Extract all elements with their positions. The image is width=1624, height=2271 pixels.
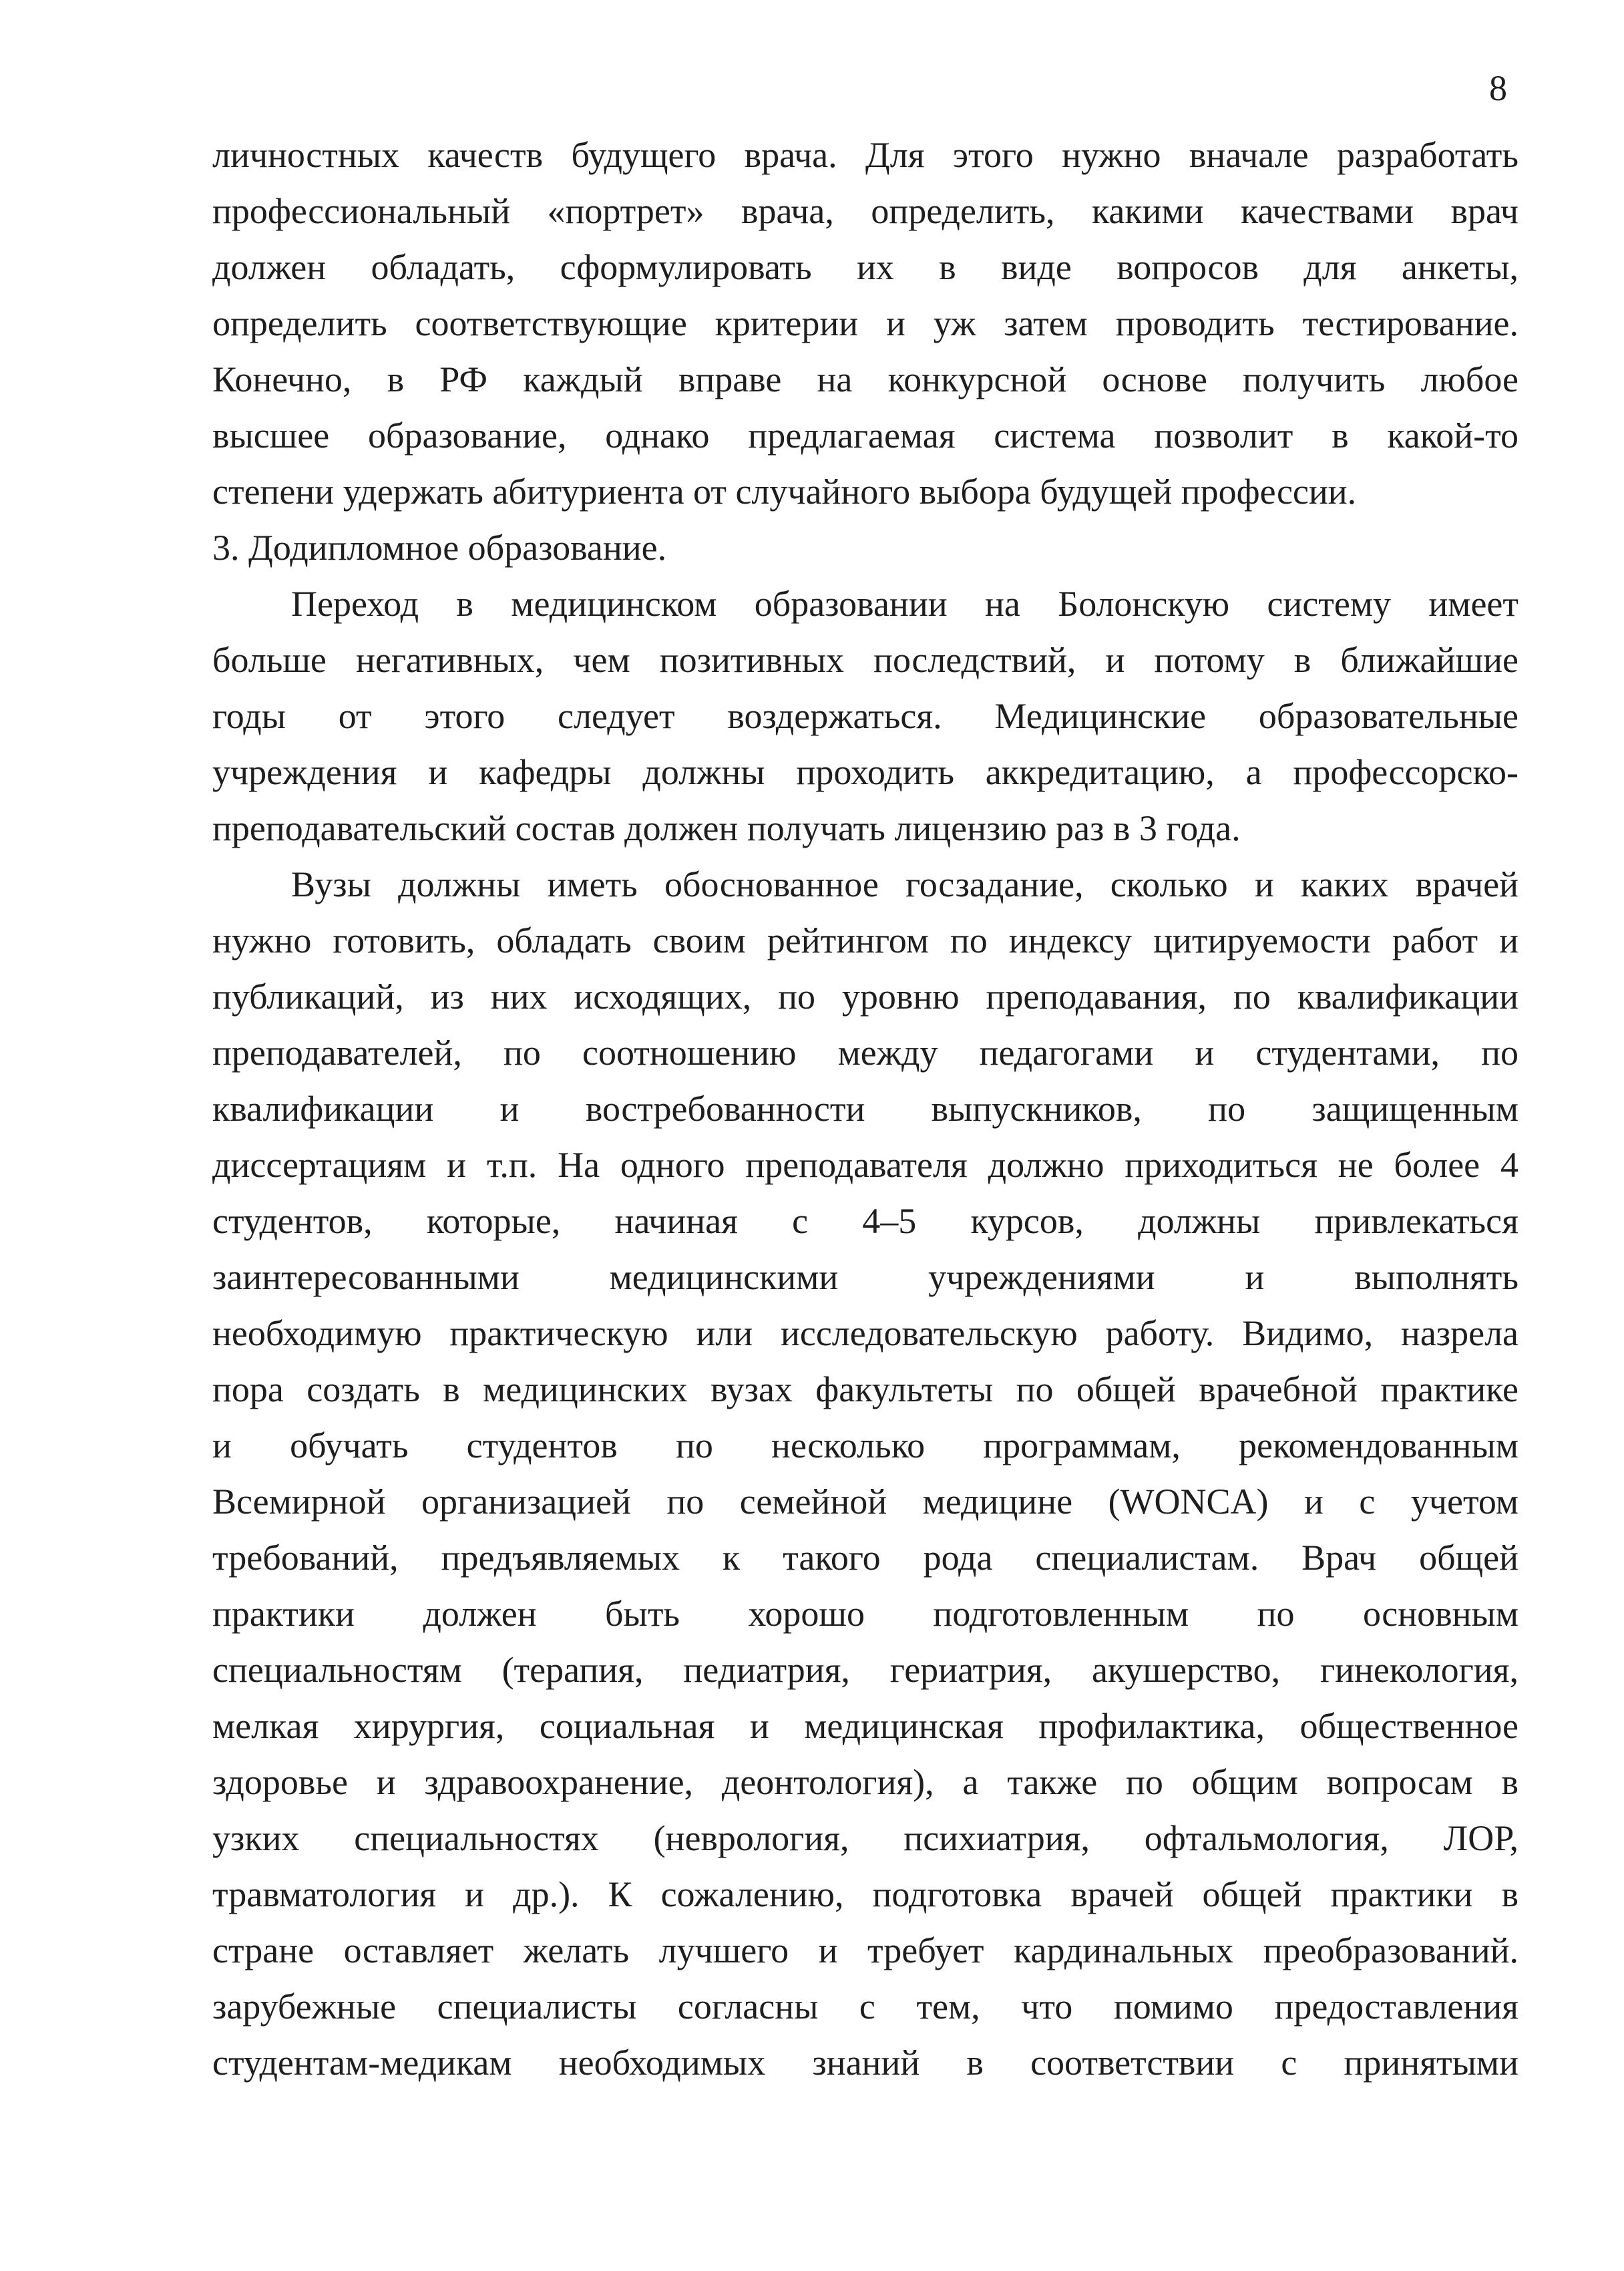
- text-line: травматология и др.). К сожалению, подготовка врачей общей практики в: [212, 1874, 1518, 1914]
- text-line: преподавателей, по соотношению между педагогами и студентами, по: [212, 1033, 1518, 1073]
- text-line: высшее образование, однако предлагаемая система позволит в какой-то: [212, 415, 1518, 456]
- text-line: личностных качеств будущего врача. Для этого нужно вначале разработать: [212, 135, 1518, 175]
- text-line: профессиональный «портрет» врача, определить, какими качествами врач: [212, 191, 1518, 231]
- text-line: степени удержать абитуриента от случайного выбора будущей профессии.: [212, 472, 1357, 512]
- text-line: и обучать студентов по несколько программам, рекомендованным: [212, 1425, 1518, 1465]
- text-line: пора создать в медицинских вузах факультеты по общей врачебной практике: [212, 1369, 1518, 1409]
- text-line: диссертациям и т.п. На одного преподавателя должно приходиться не более 4: [212, 1145, 1518, 1185]
- body-text: [212, 127, 1518, 2091]
- text-line: зарубежные специалисты согласны с тем, что помимо предоставления: [212, 1986, 1518, 2027]
- text-line: студентам-медикам необходимых знаний в соответствии с принятыми: [212, 2043, 1518, 2083]
- text-line: студентов, которые, начиная с 4–5 курсов, должны привлекаться: [212, 1201, 1518, 1241]
- page-number: 8: [1489, 68, 1507, 108]
- text-line: практики должен быть хорошо подготовленным по основным: [212, 1594, 1518, 1634]
- text-line: учреждения и кафедры должны проходить аккредитацию, а профессорско-: [212, 752, 1518, 792]
- text-line: мелкая хирургия, социальная и медицинская профилактика, общественное: [212, 1706, 1518, 1746]
- text-line: требований, предъявляемых к такого рода специалистам. Врач общей: [212, 1538, 1518, 1578]
- text-line: Вузы должны иметь обоснованное госзадание, сколько и каких врачей: [291, 864, 1518, 904]
- text-line: определить соответствующие критерии и уж затем проводить тестирование.: [212, 303, 1518, 343]
- text-line: Переход в медицинском образовании на Болонскую систему имеет: [291, 584, 1518, 624]
- text-line: стране оставляет желать лучшего и требует кардинальных преобразований.: [212, 1930, 1518, 1970]
- text-line: заинтересованными медицинскими учреждениями и выполнять: [212, 1257, 1518, 1297]
- text-line: специальностям (терапия, педиатрия, гериатрия, акушерство, гинекология,: [212, 1650, 1518, 1690]
- text-line: квалификации и востребованности выпускников, по защищенным: [212, 1089, 1518, 1129]
- text-line: преподавательский состав должен получать лицензию раз в 3 года.: [212, 808, 1241, 848]
- text-line: больше негативных, чем позитивных последствий, и потому в ближайшие: [212, 640, 1518, 680]
- section-heading: 3. Додипломное образование.: [212, 528, 667, 568]
- text-line: здоровье и здравоохранение, деонтология), а также по общим вопросам в: [212, 1762, 1518, 1802]
- text-line: годы от этого следует воздержаться. Медицинские образовательные: [212, 696, 1518, 736]
- text-line: необходимую практическую или исследовательскую работу. Видимо, назрела: [212, 1313, 1518, 1353]
- text-line: должен обладать, сформулировать их в виде вопросов для анкеты,: [212, 247, 1518, 287]
- text-line: Конечно, в РФ каждый вправе на конкурсной основе получить любое: [212, 359, 1518, 399]
- text-line: публикаций, из них исходящих, по уровню преподавания, по квалификации: [212, 977, 1518, 1017]
- text-line: нужно готовить, обладать своим рейтингом по индексу цитируемости работ и: [212, 920, 1518, 960]
- text-line: Всемирной организацией по семейной медицине (WONCA) и с учетом: [212, 1481, 1518, 1522]
- text-line: узких специальностях (неврология, психиатрия, офтальмология, ЛОР,: [212, 1818, 1518, 1858]
